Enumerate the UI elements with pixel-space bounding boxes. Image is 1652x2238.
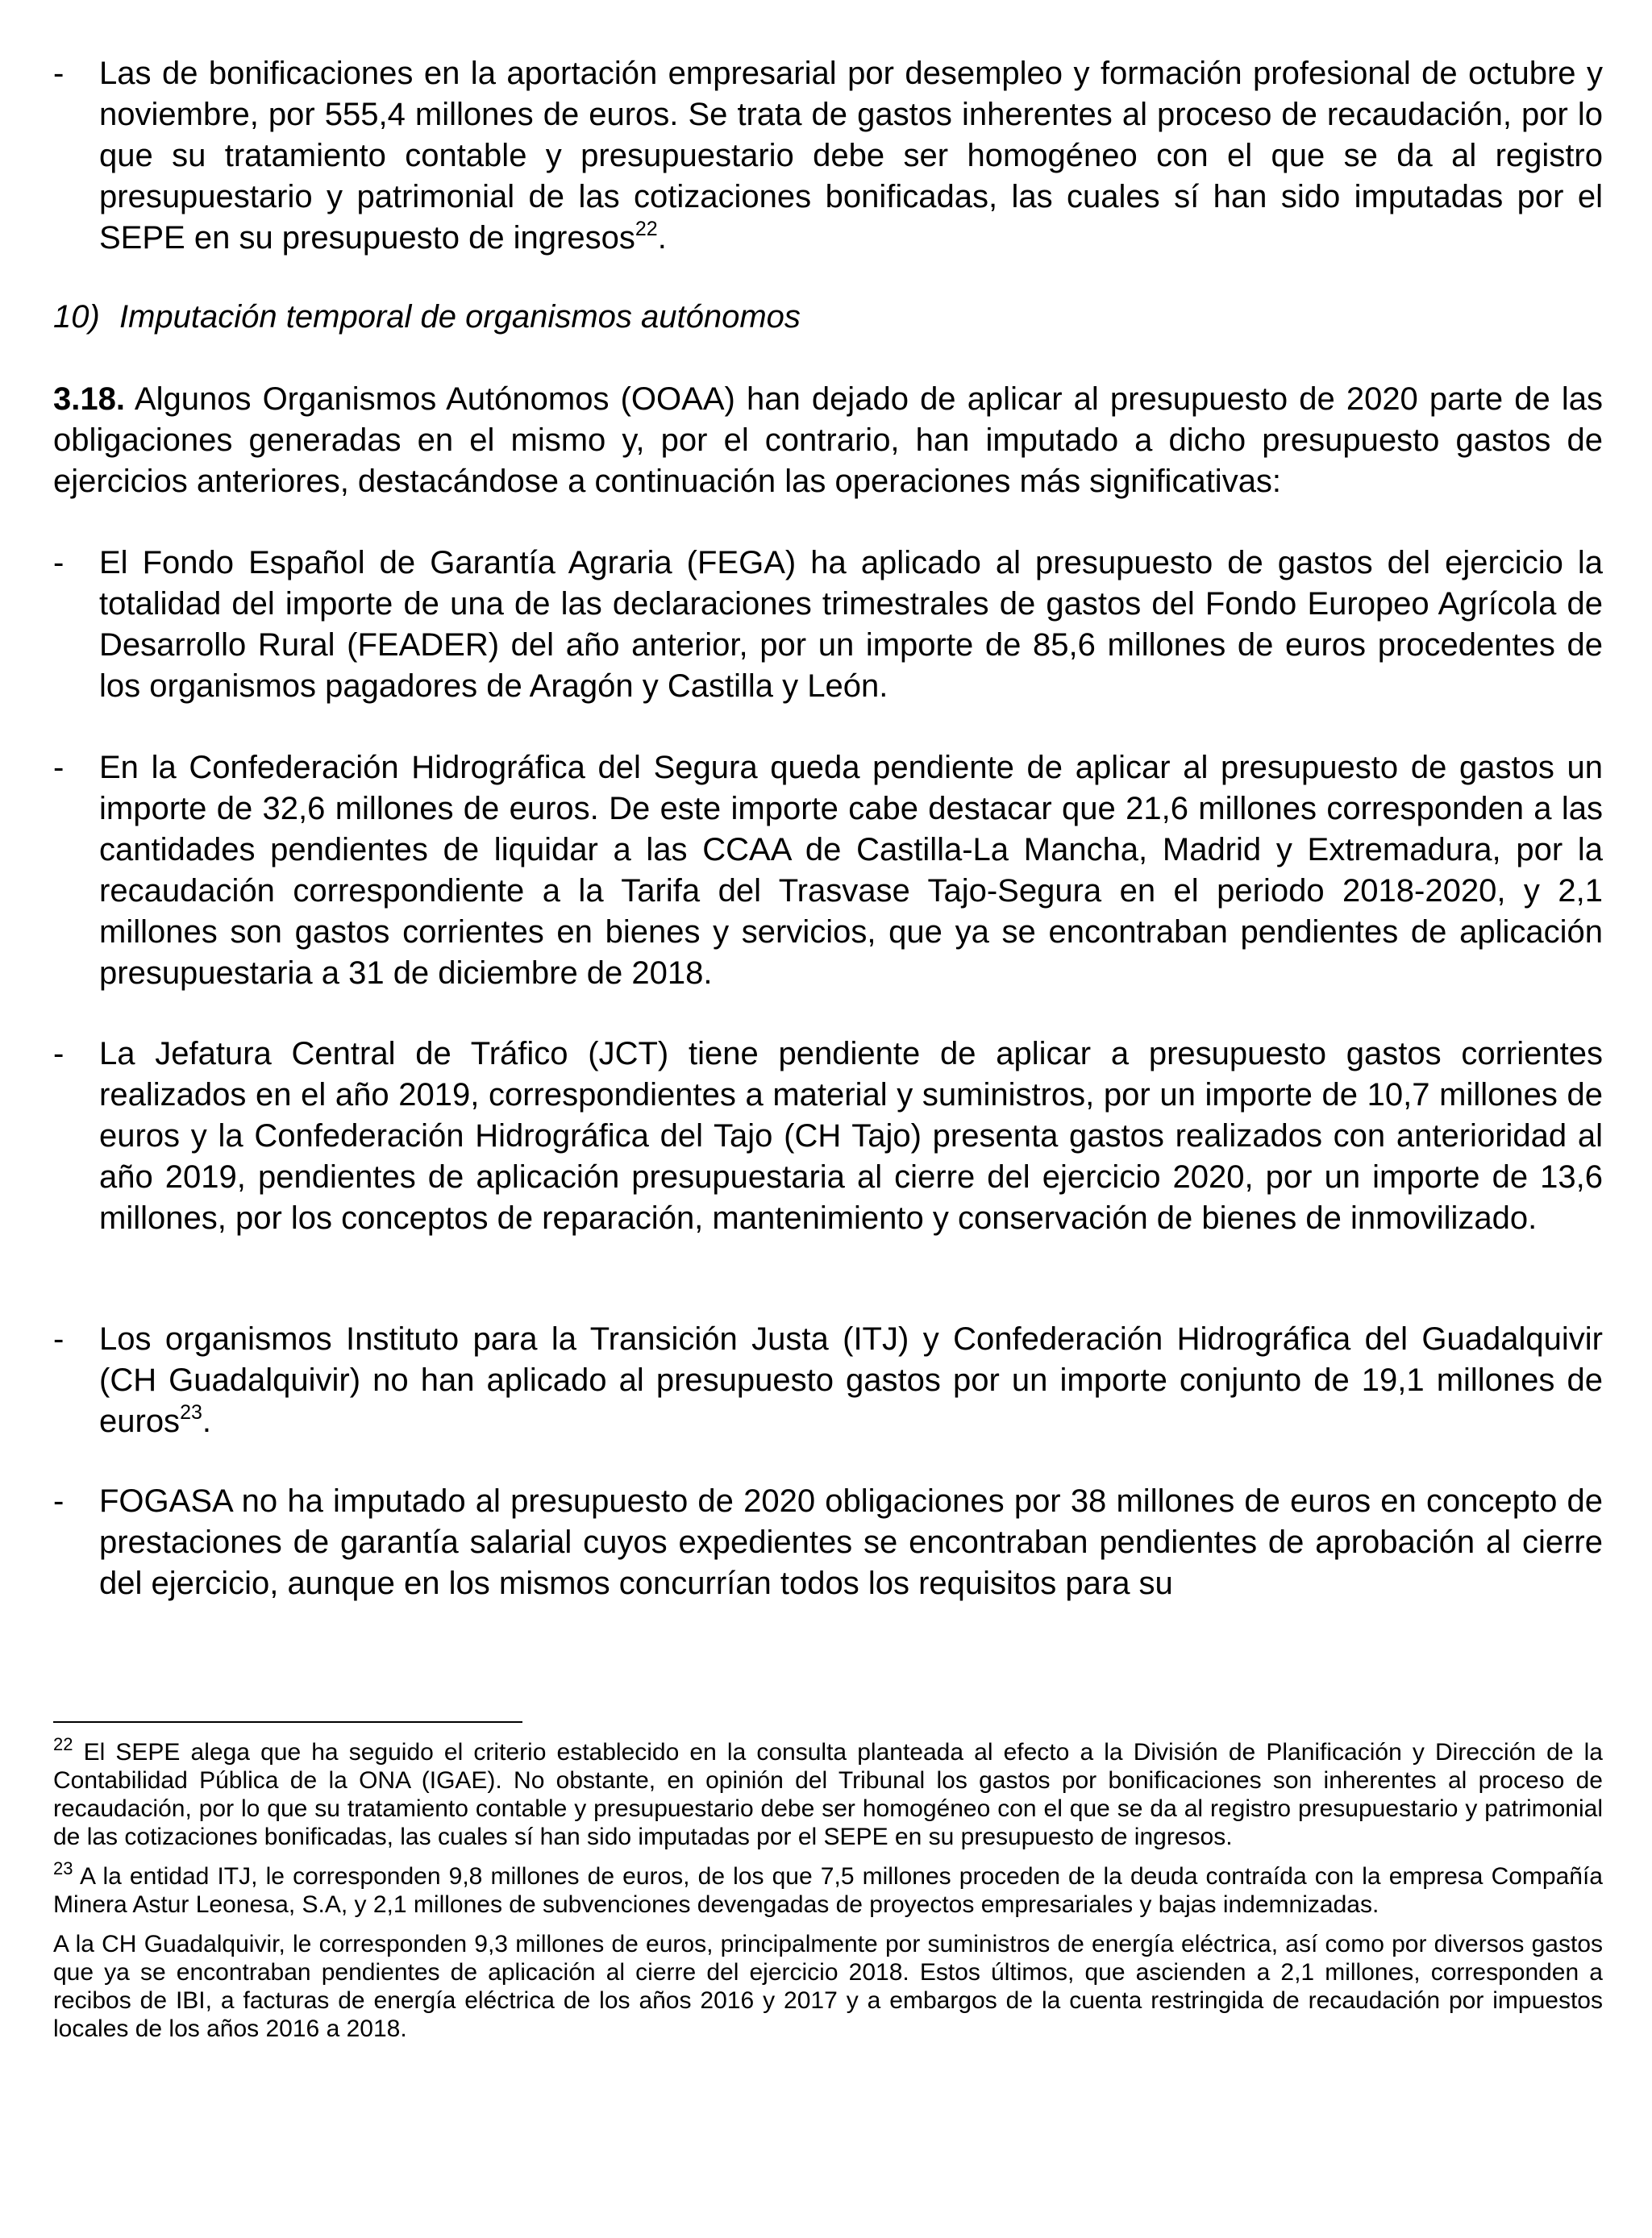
bullet-list-top	[53, 53, 1603, 259]
bullet-item-bonificaciones	[53, 53, 1603, 259]
footnote-text: El SEPE alega que ha seguido el criterio establecido en la consulta planteada al efecto a la División de Planificación y Dirección de la Contabilidad Pública de la ONA (IGAE). No obstante, en opinión del Tribunal los gastos por bonificaciones son inherentes al proceso de recaudación, por lo que su tratamiento contable y presupuestario debe ser homogéneo con el que se da al registro presupuestario y patrimonial de las cotizaciones bonificadas, las cuales sí han sido imputadas por el SEPE en su presupuesto de ingresos.	[53, 1739, 1603, 1850]
bullet-item-ch-segura	[53, 747, 1603, 994]
footnote-separator	[53, 1721, 522, 1723]
bullet-tail: .	[202, 1404, 211, 1439]
paragraph-3-18	[53, 379, 1603, 502]
footnote-23	[53, 1858, 1603, 1919]
footnote-text: A la CH Guadalquivir, le corresponden 9,3 millones de euros, principalmente por suministros de energía eléctrica, así como por diversos gastos que ya se encontraban pendientes de aplicación al cierre del ejercicio 2018. Estos últimos, que ascienden a 2,1 millones, corresponden a recibos de IBI, a facturas de energía eléctrica de los años 2016 y 2017 y a embargos de la cuenta restringida de recaudación por impuestos locales de los años 2016 a 2018.	[53, 1931, 1603, 2042]
footnote-22	[53, 1734, 1603, 1851]
bullet-item-fega	[53, 543, 1603, 707]
footnotes	[53, 1734, 1603, 2043]
section-heading	[53, 297, 1603, 338]
footnote-number: 23	[53, 1858, 73, 1878]
bullet-dash: -	[53, 1036, 64, 1071]
footnote-23-continuation	[53, 1930, 1603, 2043]
bullet-dash: -	[53, 56, 64, 91]
bullet-dash: -	[53, 750, 64, 785]
bullet-tail: .	[657, 220, 667, 256]
bullet-text: Los organismos Instituto para la Transición Justa (ITJ) y Confederación Hidrográfica del Guadalquivir (CH Guadalquivir) no han aplicado al presupuesto gastos por un importe conjunto de 19,1 millones de euros	[99, 1321, 1603, 1439]
bullet-dash: -	[53, 1321, 64, 1357]
paragraph-text: Algunos Organismos Autónomos (OOAA) han dejado de aplicar al presupuesto de 2020 parte de las obligaciones generadas en el mismo y, por el contrario, han imputado a dicho presupuesto gastos de ejercicios anteriores, destacándose a continuación las operaciones más significativas:	[53, 381, 1603, 499]
section-heading-title: Imputación temporal de organismos autónomos	[119, 299, 801, 335]
bullet-dash: -	[53, 1483, 64, 1519]
bullet-text: Las de bonificaciones en la aportación empresarial por desempleo y formación profesional de octubre y noviembre, por 555,4 millones de euros. Se trata de gastos inherentes al proceso de recaudación, por lo que su tratamiento contable y presupuestario debe ser homogéneo con el que se da al registro presupuestario y patrimonial de las cotizaciones bonificadas, las cuales sí han sido imputadas por el SEPE en su presupuesto de ingresos	[99, 56, 1603, 256]
footnote-ref-22[interactable]: 22	[635, 218, 658, 240]
bullet-text: La Jefatura Central de Tráfico (JCT) tiene pendiente de aplicar a presupuesto gastos corrientes realizados en el año 2019, correspondientes a material y suministros, por un importe de 10,7 millones de euros y la Confederación Hidrográfica del Tajo (CH Tajo) presenta gastos realizados con anterioridad al año 2019, pendientes de aplicación presupuestaria al cierre del ejercicio 2020, por un importe de 13,6 millones, por los conceptos de reparación, mantenimiento y conservación de bienes de inmovilizado.	[99, 1036, 1603, 1236]
bullet-item-jct	[53, 1034, 1603, 1239]
footnote-text: A la entidad ITJ, le corresponden 9,8 millones de euros, de los que 7,5 millones proceden de la deuda contraída con la empresa Compañía Minera Astur Leonesa, S.A, y 2,1 millones de subvenciones devengadas de proyectos empresariales y bajas indemnizadas.	[53, 1863, 1603, 1918]
footnote-ref-23[interactable]: 23	[180, 1401, 202, 1424]
bullet-item-fogasa	[53, 1481, 1603, 1604]
bullet-text: FOGASA no ha imputado al presupuesto de 2020 obligaciones por 38 millones de euros en concepto de prestaciones de garantía salarial cuyos expedientes se encontraban pendientes de aprobación al cierre del ejercicio, aunque en los mismos concurrían todos los requisitos para su	[99, 1483, 1603, 1601]
bullet-dash: -	[53, 545, 64, 580]
section-heading-number: 10)	[53, 299, 100, 335]
footnote-number: 22	[53, 1734, 73, 1754]
paragraph-number: 3.18.	[53, 381, 125, 417]
bullet-text: En la Confederación Hidrográfica del Segura queda pendiente de aplicar al presupuesto de gastos un importe de 32,6 millones de euros. De este importe cabe destacar que 21,6 millones corresponden a las cantidades pendientes de liquidar a las CCAA de Castilla-La Mancha, Madrid y Extremadura, por la recaudación correspondiente a la Tarifa del Trasvase Tajo-Segura en el periodo 2018-2020, y 2,1 millones son gastos corrientes en bienes y servicios, que ya se encontraban pendientes de aplicación presupuestaria a 31 de diciembre de 2018.	[99, 750, 1603, 991]
bullet-text: El Fondo Español de Garantía Agraria (FEGA) ha aplicado al presupuesto de gastos del ejercicio la totalidad del importe de una de las declaraciones trimestrales de gastos del Fondo Europeo Agrícola de Desarrollo Rural (FEADER) del año anterior, por un importe de 85,6 millones de euros procedentes de los organismos pagadores de Aragón y Castilla y León.	[99, 545, 1603, 704]
bullet-item-itj	[53, 1319, 1603, 1442]
